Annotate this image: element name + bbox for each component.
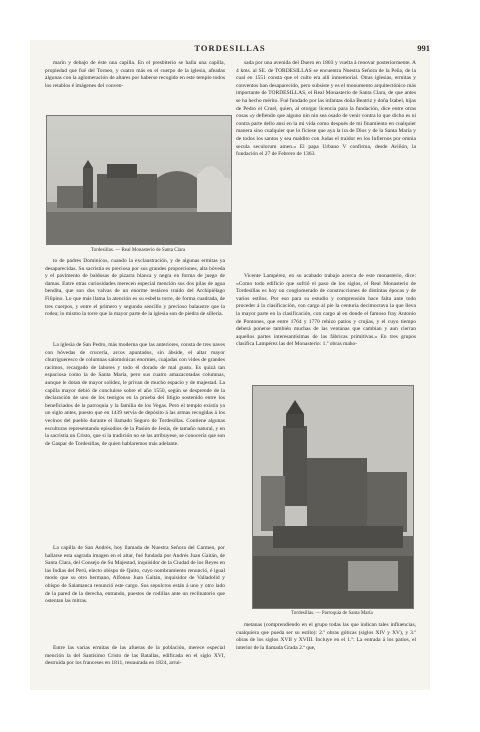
figure-caption-santa-clara: Tordesillas. — Real Monasterio de Santa Clara bbox=[90, 248, 186, 253]
photo-santa-clara-illustration bbox=[47, 116, 231, 244]
figure-caption-santa-maria: Tordesillas. — Parroquia de Santa María bbox=[291, 611, 373, 616]
column-left-p4 bbox=[45, 645, 225, 673]
page-number: 991 bbox=[417, 43, 430, 53]
paragraph: marín y debajo de éste una capilla. En el presbiterio se halla una capilla, propiedad que fué del Torneo, y cuatro más en el cuerpo de la iglesia, afeadas algunas con la aglomeración de altares por haberse recogido en este templo todos los retablos é imágenes del conven- bbox=[45, 60, 225, 89]
page-title: TORDESILLAS bbox=[194, 43, 266, 53]
paragraph: sada por una avenida del Duero en 1803 y vuelta á renovar posteriormente. A 4 kms. al SE. de TORDESILLAS se encuentra Nuestra Señora de la Peña, de la cual en 1551 consta que el culto era allí inmemorial. Otras iglesias, ermitas y conventos han desaparecido, pero subsiste y es el monumento arquitectónico más importante de TORDESILLAS, el Real Monasterio de Santa Clara, de que antes se ha hecho mérito. Fué fundado por las infantas doña Beatriz y doña Isabel, hijas de Pedro el Cruel, quien, al otorgar licencia para la fundación, dice entre otras cosas «y defiendo que alguno nin nin sea osado de venir contra lo que dicho es ni contra parte dello ansí en la mi vida como después de mi finamiento en cualquier manera sino cualquier que lo ficiese que aya la ira de Dios y de la Santa María y de todos los santos y sea maldito con Judas el traidor en los Infiernos por omnia secula seculorum amen.» El papa Urbano V confirma, desde Aviñón, la fundación el 27 de Febrero de 1363. bbox=[236, 60, 416, 158]
photo-santa-clara bbox=[46, 115, 232, 245]
paragraph: Entre las varias ermitas de las afueras de la población, merece especial mención la del Santísimo Cristo de las Batallas, edificada en el siglo XVI, destruída por los franceses en 1811, restaurada en 1824, arrui- bbox=[45, 645, 225, 667]
paragraph: metanas (comprendiendo en el grupo todas las que indican tales influencias, cualquiera que pueda ser su estilo): 2.º obras góticas (siglos XIV y XV), y 3.º obras de los siglos XVII y XVIII. Incluye en el 1.º: La entrada á los patios, el interior de la llamada Grada 2.ª que, bbox=[236, 622, 416, 651]
column-right-bottom bbox=[236, 622, 416, 674]
photo-santa-maria-illustration bbox=[253, 386, 413, 608]
column-left-top bbox=[45, 60, 225, 112]
photo-santa-maria bbox=[252, 385, 414, 609]
paragraph: La capilla de San Andrés, hoy llamada de Nuestra Señora del Carmen, por hallarse esta sagrada imagen en el altar, fué fundada por Andrés Juan Gaitán, de Santa Clara, del Consejo de Su Majestad, inquisidor de la Ciudad de los Reyes en las Indias del Perú, electo obispo de Quito, cuyo nombramiento renunció, é igual modo que su otro hermano, Alfonso Juan Gaitán, inquisidor de Valladolid y obispo de Salamanca renunció este cargo. Sus sepulcros están á uno y otro lado de la pared de la derecha, entrando, puestos de rodillas ante un reclinatorio que ostentan las mitras. bbox=[45, 545, 225, 605]
paragraph: Vicente Lampérez, en su acabado trabajo acerca de este monasterio, dice: «Como todo edificio que sufrió el paso de los siglos, el Real Monasterio de Tordesillas es hoy un conglomerado de construcciones de distintas épocas y de varios estilos. Por eso para su estudio y comprensión hace falta ante todo proceder á la clasificación, con cargo al pie la centuria decimoctava la que lleva la mayor parte en la clasificación, con cargo al en donde el famoso fray Antonio de Pontones, que entre 1764 y 1770 rehizo patios y crujías, y el cuyo tiempo deberá ponerse también muchas de las ventanas que cambian y aun cierran aquellos partes interesantísimas de las fábricas primitivas.» En tres grupos clasifica Lampérez las del Monasterio: 1.º obras maho- bbox=[236, 273, 416, 348]
page-header bbox=[30, 40, 430, 60]
column-right-top bbox=[236, 60, 416, 272]
paragraph: La iglesia de San Pedro, más moderna que las anteriores, consta de tres naves con bóvedas de crucería, arcos apuntados, sin ábside, el altar mayor churrigueresco de columnas salomónicas enormes, cuajadas con vides de grandes racimos, recargado de labores y todo él dorado de mal gusto. Es quizá tan espaciosa como la de Santa María, pero sus cuatro amazacotadas columnas, aunque le dotan de mayor solidez, le privan de mucho espacio y de majestad. La capilla mayor debió de concluirse sobre el año 1550, según se desprende de la declaración de uno de los testigos en la prueba del litigio sostenido entre los beneficiados de la parroquia y la familia de los Vegas. Pero el templo existía ya un siglo antes, puesto que en 1439 servía de depósito á las armas recogidas á los vecinos del pueblo durante el llamado Seguro de Tordesillas. Contiene algunas esculturas representando episodios de la Pasión de Jesús, de tamaño natural, y en la sacristía un Cristo, que si la tradición no se las atribuyese, se conocería que son de Gaspar de Tordesillas, de quien hablaremos más adelante. bbox=[45, 342, 225, 447]
column-left-p2 bbox=[45, 342, 225, 542]
paragraph: to de padres Dominicos, cuando la exclaustración, y de algunas ermitas ya desaparecidas. Su sacristía es preciosa por sus grandes proporciones, alta bóveda y el pavimento de baldosas de pizarra blanca y negra en forma de juego de damas. Entre otras curiosidades merecen especial mención sus dos pilas de agua bendita, que son dos valvas de un enorme testáceo traído del Archipiélago Filipino. Lo que más llama la atención es su esbelta torre, de forma cuadrada, de tres cuerpos, y entre el primero y segundo sencillo y precioso balaustre que la rodea; lo mismo la torre que la mayor parte de la iglesia son de piedra de sillería. bbox=[45, 258, 225, 318]
column-left-p3 bbox=[45, 545, 225, 641]
column-right-mid bbox=[236, 273, 416, 383]
column-left-mid bbox=[45, 258, 225, 340]
